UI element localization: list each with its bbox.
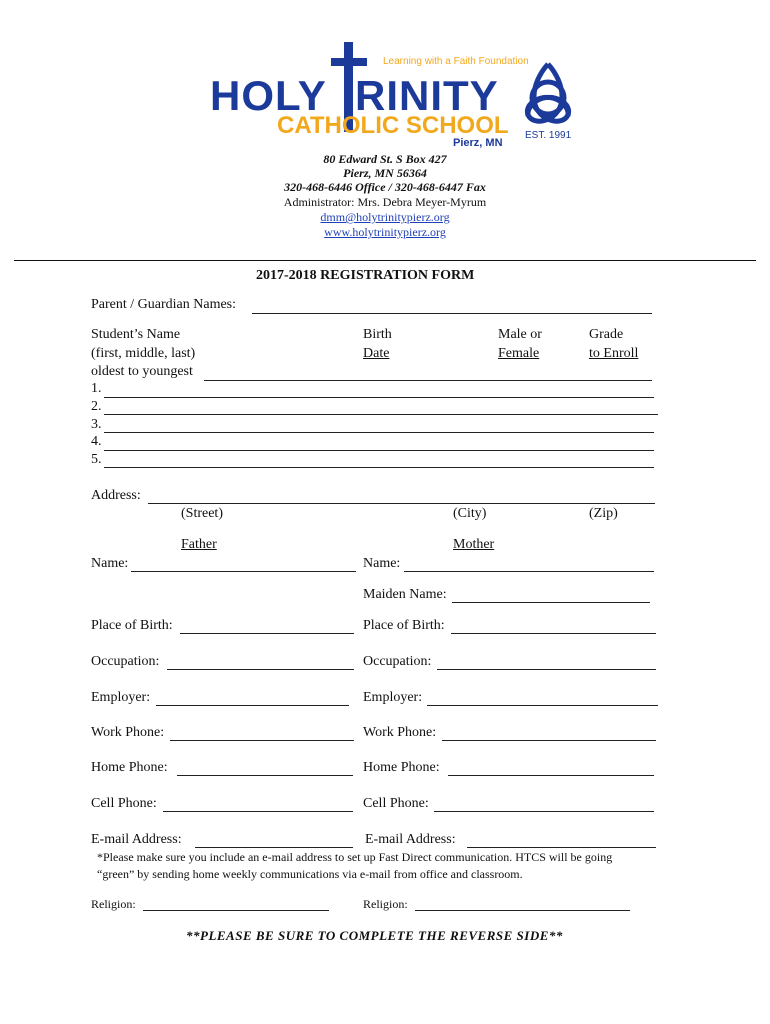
mother-cell-phone-label: Cell Phone: (363, 796, 429, 811)
street-caption: (Street) (181, 506, 223, 521)
administrator: Administrator: Mrs. Debra Meyer-Myrum (283, 195, 487, 209)
father-name-field[interactable] (131, 571, 356, 572)
email-note-line1: *Please make sure you include an e-mail address to set up Fast Direct communication. HTCS will be going (97, 850, 613, 864)
mother-work-phone-field[interactable] (442, 740, 656, 741)
col-birth-line1: Birth (363, 327, 392, 342)
website-link[interactable]: www.holytrinitypierz.org (324, 225, 446, 239)
col-name-line1: Student’s Name (91, 327, 181, 342)
father-work-phone-field[interactable] (170, 740, 354, 741)
city-caption: (City) (453, 506, 487, 521)
mother-religion-field[interactable] (415, 910, 630, 911)
logo-word-rinity: RINITY (355, 72, 499, 119)
father-occupation-field[interactable] (167, 669, 354, 670)
col-sex-line2: Female (498, 346, 540, 361)
mother-work-phone-label: Work Phone: (363, 725, 437, 740)
student-row-3[interactable] (104, 432, 654, 433)
address-label: Address: (91, 488, 141, 503)
email-note-line2: “green” by sending home weekly communications via e-mail from office and classroom. (97, 867, 523, 881)
father-religion-field[interactable] (143, 910, 329, 911)
logo-location: Pierz, MN (453, 137, 503, 149)
father-home-phone-field[interactable] (177, 775, 353, 776)
student-row-1[interactable] (104, 397, 654, 398)
zip-caption: (Zip) (589, 506, 618, 521)
mother-religion-label: Religion: (363, 897, 408, 911)
logo-word-holy: HOLY (210, 72, 327, 119)
address-field[interactable] (148, 503, 655, 504)
mother-cell-phone-field[interactable] (434, 811, 654, 812)
father-cell-phone-label: Cell Phone: (91, 796, 157, 811)
student-header-line (204, 380, 652, 381)
email-link[interactable]: dmm@holytrinitypierz.org (320, 210, 450, 224)
reverse-side-notice: **PLEASE BE SURE TO COMPLETE THE REVERSE SIDE** (186, 928, 563, 943)
maiden-name-field[interactable] (452, 602, 650, 603)
father-pob-field[interactable] (180, 633, 354, 634)
father-email-label: E-mail Address: (91, 832, 182, 847)
logo-est: EST. 1991 (525, 130, 572, 141)
mother-home-phone-field[interactable] (448, 775, 654, 776)
mother-name-label: Name: (363, 556, 401, 571)
mother-name-field[interactable] (404, 571, 654, 572)
cross-bar (331, 58, 367, 66)
mother-occupation-field[interactable] (437, 669, 656, 670)
col-birth-line2: Date (363, 346, 390, 361)
col-name-line3: oldest to youngest (91, 364, 193, 379)
student-row-2[interactable] (104, 414, 658, 415)
maiden-name-label: Maiden Name: (363, 587, 447, 602)
col-grade-line1: Grade (589, 327, 624, 342)
student-row-5-num: 5. (91, 452, 102, 467)
student-row-1-num: 1. (91, 381, 102, 396)
trinity-knot-icon (520, 60, 576, 128)
address-line-2: Pierz, MN 56364 (343, 166, 427, 180)
father-cell-phone-field[interactable] (163, 811, 353, 812)
col-name-line2: (first, middle, last) (91, 346, 196, 361)
father-email-field[interactable] (195, 847, 353, 848)
father-work-phone-label: Work Phone: (91, 725, 165, 740)
father-name-label: Name: (91, 556, 129, 571)
student-row-2-num: 2. (91, 399, 102, 414)
mother-home-phone-label: Home Phone: (363, 760, 440, 775)
address-line-1: 80 Edward St. S Box 427 (323, 152, 447, 166)
mother-heading: Mother (453, 537, 495, 552)
father-employer-field[interactable] (156, 705, 349, 706)
father-pob-label: Place of Birth: (91, 618, 173, 633)
mother-email-label: E-mail Address: (365, 832, 456, 847)
col-sex-line1: Male or (498, 327, 542, 342)
parent-field[interactable] (252, 313, 652, 314)
father-occupation-label: Occupation: (91, 654, 160, 669)
logo-subtitle: CATHOLIC SCHOOL (277, 112, 509, 139)
mother-pob-field[interactable] (451, 633, 656, 634)
col-grade-line2: to Enroll (589, 346, 639, 361)
mother-pob-label: Place of Birth: (363, 618, 445, 633)
father-employer-label: Employer: (91, 690, 151, 705)
mother-email-field[interactable] (467, 847, 656, 848)
father-heading: Father (181, 537, 217, 552)
student-row-5[interactable] (104, 467, 654, 468)
phone-fax: 320-468-6446 Office / 320-468-6447 Fax (284, 180, 486, 194)
school-logo (205, 42, 575, 152)
logo-tagline: Learning with a Faith Foundation (383, 56, 529, 67)
father-religion-label: Religion: (91, 897, 136, 911)
mother-employer-field[interactable] (427, 705, 658, 706)
mother-occupation-label: Occupation: (363, 654, 432, 669)
mother-employer-label: Employer: (363, 690, 423, 705)
header-divider (14, 260, 756, 261)
student-row-3-num: 3. (91, 417, 102, 432)
student-row-4[interactable] (104, 450, 654, 451)
parent-label: Parent / Guardian Names: (91, 297, 237, 312)
student-row-4-num: 4. (91, 434, 102, 449)
father-home-phone-label: Home Phone: (91, 760, 168, 775)
form-title: 2017-2018 REGISTRATION FORM (256, 268, 475, 283)
